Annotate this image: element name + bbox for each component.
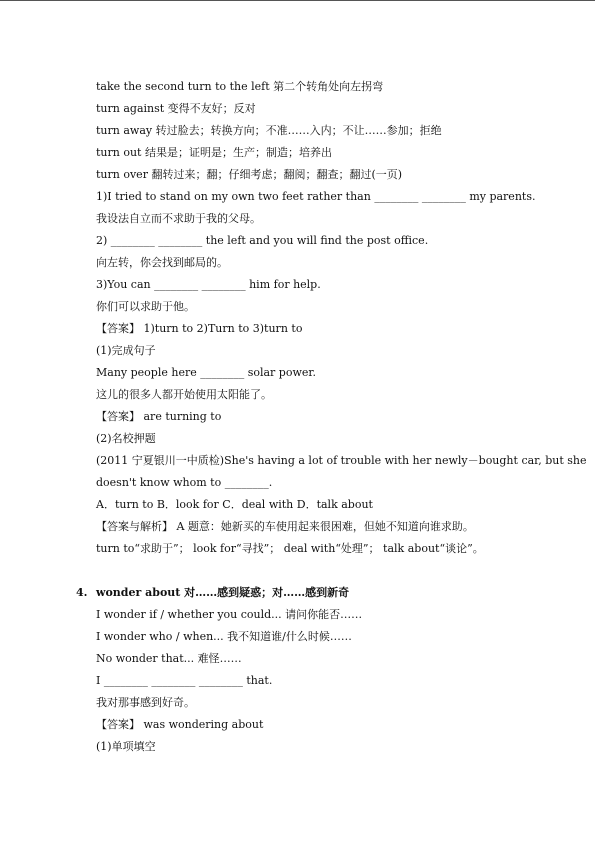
exercise-line: 2) ________ ________ the left and you will find the post office.: [96, 234, 429, 247]
explanation-line: turn to“求助于”； look for“寻找”； deal with“处理”； talk about“谈论”。: [96, 542, 484, 555]
question-line: (2011 宁夏银川一中质检)She's having a lot of trouble with her newly－bought car, but she: [96, 454, 587, 467]
section-number: 4.: [76, 586, 88, 599]
translation-line: 向左转，你会找到邮局的。: [96, 256, 228, 269]
phrase-line: I wonder if / whether you could... 请问你能否……: [96, 608, 363, 621]
exercise-line: 3)You can ________ ________ him for help.: [96, 278, 321, 291]
phrase-line: No wonder that... 难怪……: [96, 652, 242, 665]
exercise-line: Many people here ________ solar power.: [96, 366, 316, 379]
translation-line: 这儿的很多人都开始使用太阳能了。: [96, 388, 272, 401]
top-border-rule: [0, 0, 595, 1]
translation-line: 我设法自立而不求助于我的父母。: [96, 212, 261, 225]
subheading-line: (2)名校押题: [96, 432, 156, 445]
phrase-line: take the second turn to the left 第二个转角处向左拐弯: [96, 80, 384, 93]
phrase-line: I wonder who / when... 我不知道谁/什么时候……: [96, 630, 352, 643]
exercise-line: 1)I tried to stand on my own two feet rather than ________ ________ my parents.: [96, 190, 536, 203]
section-heading: wonder about 对……感到疑惑；对……感到新奇: [96, 586, 350, 599]
answer-line: 【答案】 was wondering about: [96, 718, 264, 731]
subheading-line: (1)完成句子: [96, 344, 156, 357]
translation-line: 我对那事感到好奇。: [96, 696, 195, 709]
question-line: doesn't know whom to ________.: [96, 476, 273, 489]
exercise-line: I ________ ________ ________ that.: [96, 674, 273, 687]
answer-line: 【答案与解析】 A 题意：她新买的车使用起来很困难，但她不知道向谁求助。: [96, 520, 474, 533]
phrase-line: turn over 翻转过来；翻；仔细考虑；翻阅；翻查；翻过(一页): [96, 168, 403, 181]
phrase-line: turn away 转过脸去；转换方向；不准……入内；不让……参加；拒绝: [96, 124, 442, 137]
answer-line: 【答案】 are turning to: [96, 410, 222, 423]
phrase-line: turn against 变得不友好；反对: [96, 102, 256, 115]
answer-line: 【答案】 1)turn to 2)Turn to 3)turn to: [96, 322, 303, 335]
subheading-line: (1)单项填空: [96, 740, 156, 753]
options-line: A．turn to B．look for C．deal with D．talk about: [96, 498, 373, 511]
phrase-line: turn out 结果是；证明是；生产；制造；培养出: [96, 146, 332, 159]
translation-line: 你们可以求助于他。: [96, 300, 195, 313]
